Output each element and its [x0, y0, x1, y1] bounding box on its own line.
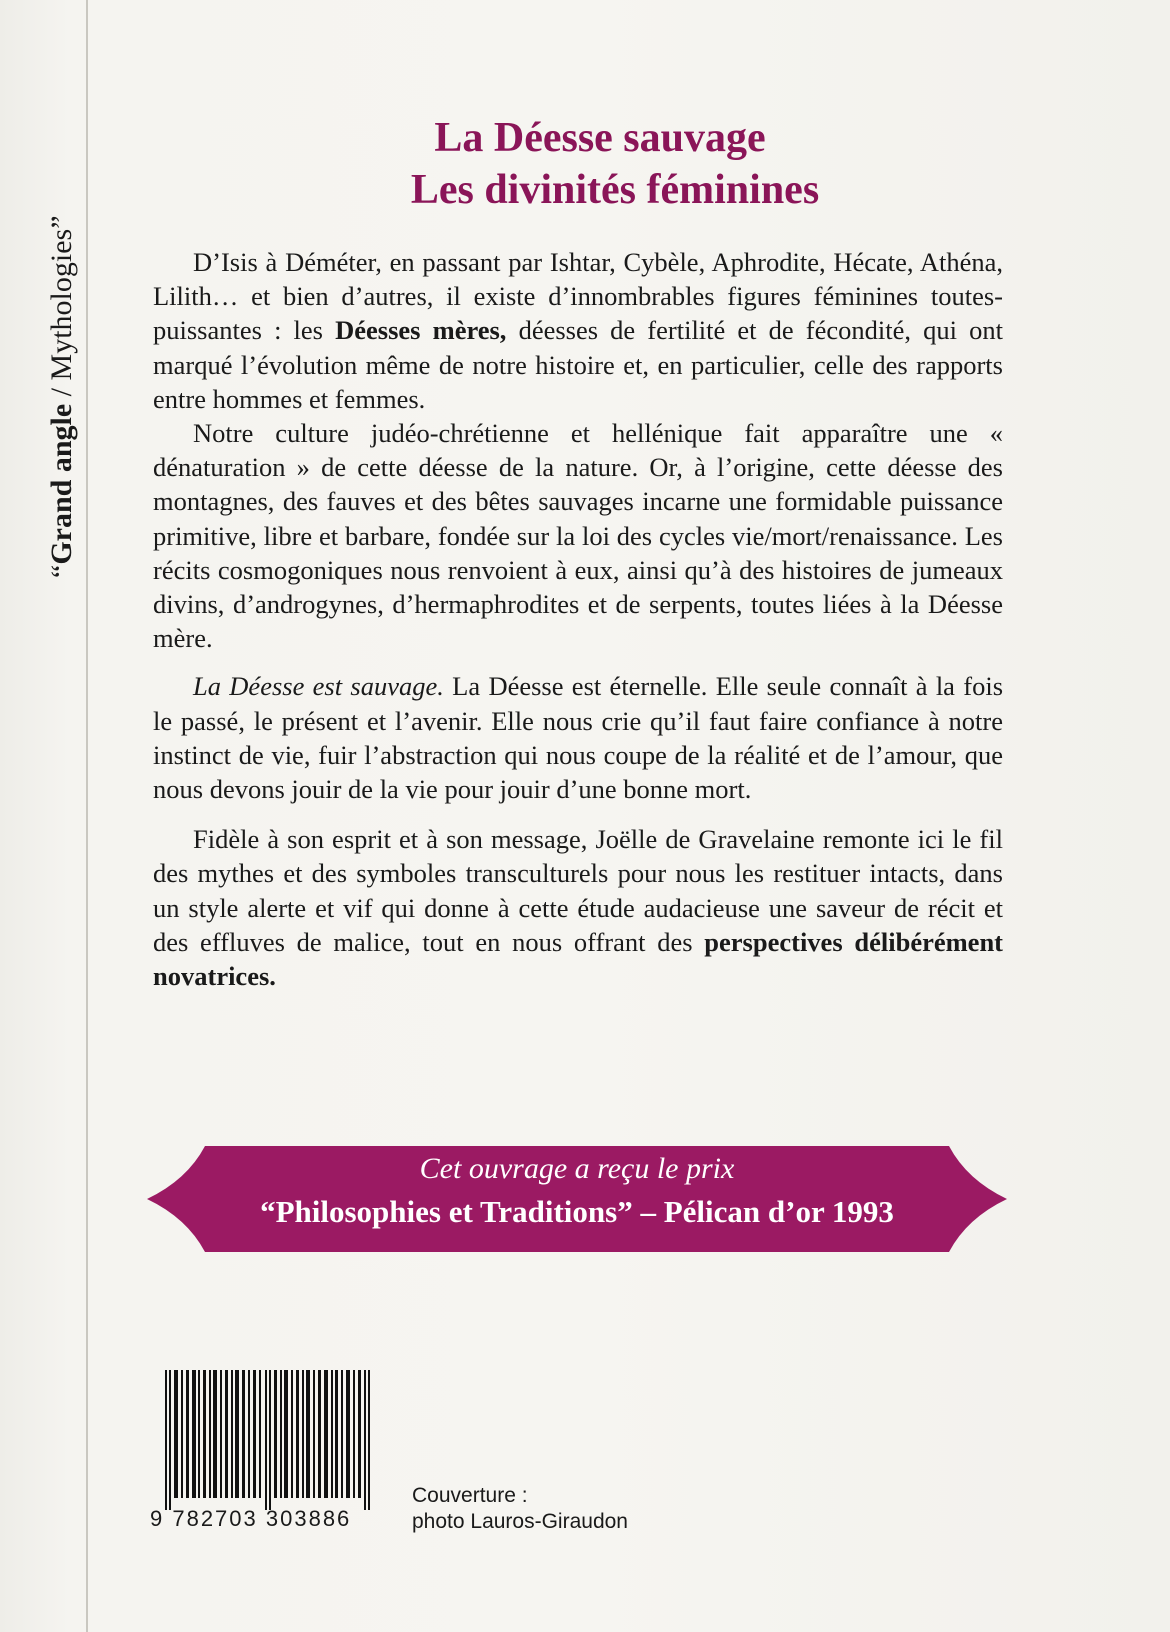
award-banner — [147, 1140, 1007, 1258]
award-name: “Philosophies et Traditions” – Pélican d’or 1993 — [260, 1194, 894, 1229]
subseries-name: Mythologies — [45, 228, 78, 381]
credit-label: Couverture : — [412, 1484, 528, 1507]
bold-perspectives: perspectives délibérément novatrices. — [153, 926, 1004, 992]
blurb-paragraph-4: Fidèle à son esprit et à son message, Joëlle de Gravelaine remonte ici le fil des mythes et des symboles transculturels pour nous les restituer intacts, dans un style alerte et vif qui donne à cette étude audacieuse une saveur de récit et des effluves de malice, tout en nous offrant des perspectives délibérément novatrices. — [153, 824, 1004, 992]
italic-phrase: La Déesse est sauvage. — [193, 671, 444, 702]
blurb-paragraph-1: D’Isis à Déméter, en passant par Ishtar, Cybèle, Aphrodite, Hécate, Athéna, Lilith… et bien d’autres, il existe d’innombrables figures féminines toutes-puissantes : les Déesses mères, déesses de fertilité et de fécondité, qui ont marqué l’évolution même de notre histoire et, en particulier, celle des rapports entre hommes et femmes. — [153, 247, 1003, 414]
barcode — [163, 1370, 378, 1510]
title-line-2: Les divinités féminines — [410, 167, 820, 213]
spine-divider — [86, 0, 88, 1632]
credit-source: photo Lauros-Giraudon — [412, 1510, 628, 1533]
isbn-number: 9 782703 303886 — [150, 1506, 352, 1531]
title-line-1: La Déesse sauvage — [434, 115, 766, 161]
blurb-paragraph-2: Notre culture judéo-chrétienne et hellénique fait apparaître une « dénaturation » de cette déesse de la nature. Or, à l’origine, cette déesse des montagnes, des fauves et des bêtes sauvages incarne une formidable puissance primitive, libre et barbare, fondée sur la loi des cycles vie/mort/renaissance. Les récits cosmogoniques nous renvoient à eux, ainsi qu’à des histoires de jumeaux divins, d’androgynes, d’hermaphrodites et de serpents, toutes liées à la Déesse mère. — [153, 418, 1003, 654]
bold-deesses-meres: Déesses mères, — [335, 315, 507, 346]
series-name: Grand angle — [45, 403, 78, 565]
blurb-paragraph-3: La Déesse est sauvage. La Déesse est éternelle. Elle seule connaît à la fois le passé, le présent et l’avenir. Elle nous crie qu’il faut faire confiance à notre instinct de vie, fuir l’abstraction qui nous coupe de la réalité et de l’amour, que nous devons jouir de la vie pour jouir d’une bonne mort. — [153, 671, 1004, 805]
award-intro: Cet ouvrage a reçu le prix — [419, 1152, 735, 1185]
series-spine-label: “Grand angle / Mythologies” — [45, 215, 78, 578]
cover-credit — [412, 1483, 628, 1535]
book-title — [150, 112, 1050, 216]
blurb — [153, 245, 1003, 993]
